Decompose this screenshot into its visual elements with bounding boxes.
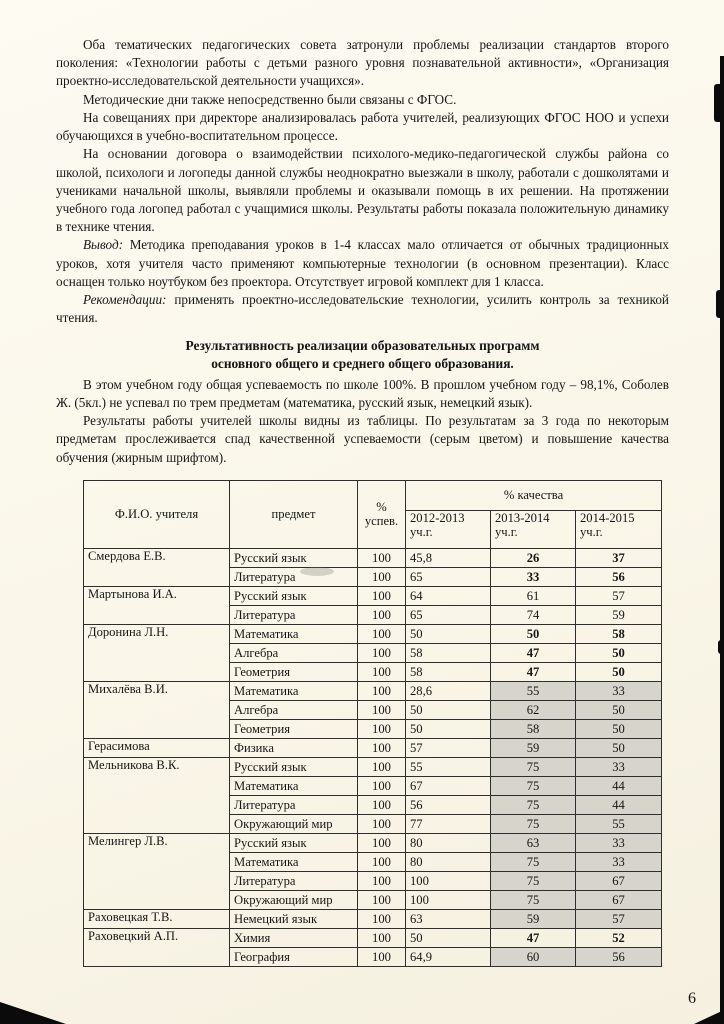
quality-percent-cell: 50 bbox=[406, 700, 491, 719]
paragraph: Оба тематических педагогических совета затронули проблемы реализации стандартов второго поколения: «Технологии работы с детьми разного уровня познавательной активности», «Организация проектно-исследовательской деятельности учащихся». bbox=[56, 37, 669, 89]
pass-percent-cell: 100 bbox=[358, 700, 406, 719]
pass-percent-cell: 100 bbox=[358, 624, 406, 643]
quality-percent-cell: 65 bbox=[406, 605, 491, 624]
table-row bbox=[84, 909, 662, 928]
header-pass: % успев. bbox=[358, 480, 406, 548]
quality-percent-cell: 58 bbox=[491, 719, 576, 738]
subject-cell: Математика bbox=[230, 681, 358, 700]
pass-percent-cell: 100 bbox=[358, 567, 406, 586]
table-row bbox=[84, 833, 662, 852]
document-content bbox=[56, 36, 669, 967]
quality-percent-cell: 75 bbox=[491, 757, 576, 776]
pass-percent-cell: 100 bbox=[358, 586, 406, 605]
scan-artifact-corner-bottom-left bbox=[0, 1002, 66, 1024]
pass-percent-cell: 100 bbox=[358, 947, 406, 966]
paragraph-text: Методика преподавания уроков в 1-4 классах мало отличается от обычных традиционных уроков, хотя учителя часто применяют компьютерные технологии (в основном презентации). Класс оснащен только ноутбуком без проектора. Отсутствует игровой комплект для 1 класса. bbox=[56, 237, 669, 289]
quality-percent-cell: 50 bbox=[406, 624, 491, 643]
quality-percent-cell: 67 bbox=[576, 890, 662, 909]
paragraph-text: применять проектно-исследовательские технологии, усилить контроль за техникой чтения. bbox=[56, 292, 669, 326]
paragraph: На совещаниях при директоре анализировалась работа учителей, реализующих ФГОС НОО и успехи обучающихся в учебно-воспитательном процессе. bbox=[56, 109, 669, 144]
table-row bbox=[84, 548, 662, 567]
header-fio: Ф.И.О. учителя bbox=[84, 480, 230, 548]
subject-cell: Немецкий язык bbox=[230, 909, 358, 928]
pass-percent-cell: 100 bbox=[358, 852, 406, 871]
subject-cell: География bbox=[230, 947, 358, 966]
quality-percent-cell: 74 bbox=[491, 605, 576, 624]
table-row bbox=[84, 928, 662, 947]
quality-percent-cell: 80 bbox=[406, 833, 491, 852]
results-table-body bbox=[84, 548, 662, 966]
quality-percent-cell: 47 bbox=[491, 928, 576, 947]
quality-percent-cell: 67 bbox=[576, 871, 662, 890]
paragraph-lead: Рекомендации: bbox=[83, 292, 167, 308]
quality-percent-cell: 64,9 bbox=[406, 947, 491, 966]
subject-cell: Русский язык bbox=[230, 548, 358, 567]
quality-percent-cell: 80 bbox=[406, 852, 491, 871]
quality-percent-cell: 50 bbox=[406, 719, 491, 738]
quality-percent-cell: 77 bbox=[406, 814, 491, 833]
scan-artifact-right-edge bbox=[720, 56, 724, 1014]
pass-percent-cell: 100 bbox=[358, 738, 406, 757]
paragraph-lead: Вывод: bbox=[83, 237, 124, 253]
quality-percent-cell: 26 bbox=[491, 548, 576, 567]
pass-percent-cell: 100 bbox=[358, 890, 406, 909]
results-table-header bbox=[84, 480, 662, 548]
quality-percent-cell: 63 bbox=[406, 909, 491, 928]
section-heading-line1: Результативность реализации образовательных программ bbox=[185, 337, 540, 353]
scan-artifact-blob bbox=[716, 290, 724, 318]
subject-cell: Геометрия bbox=[230, 662, 358, 681]
quality-percent-cell: 59 bbox=[491, 738, 576, 757]
table-row bbox=[84, 624, 662, 643]
pass-percent-cell: 100 bbox=[358, 928, 406, 947]
table-row bbox=[84, 757, 662, 776]
subject-cell: Русский язык bbox=[230, 586, 358, 605]
teacher-name-cell: Раховецкая Т.В. bbox=[84, 909, 230, 928]
teacher-name-cell: Мартынова И.А. bbox=[84, 586, 230, 624]
teacher-name-cell: Доронина Л.Н. bbox=[84, 624, 230, 681]
quality-percent-cell: 57 bbox=[576, 586, 662, 605]
quality-percent-cell: 56 bbox=[406, 795, 491, 814]
quality-percent-cell: 50 bbox=[406, 928, 491, 947]
quality-percent-cell: 50 bbox=[576, 662, 662, 681]
header-year-2013-2014: 2013-2014 уч.г. bbox=[491, 510, 576, 548]
pass-percent-cell: 100 bbox=[358, 681, 406, 700]
subject-cell: Окружающий мир bbox=[230, 814, 358, 833]
subject-cell: Окружающий мир bbox=[230, 890, 358, 909]
quality-percent-cell: 75 bbox=[491, 890, 576, 909]
paragraph: Методические дни также непосредственно были связаны с ФГОС. bbox=[83, 91, 457, 107]
quality-percent-cell: 58 bbox=[406, 643, 491, 662]
teacher-name-cell: Раховецкий А.П. bbox=[84, 928, 230, 966]
pass-percent-cell: 100 bbox=[358, 757, 406, 776]
table-row bbox=[84, 738, 662, 757]
teacher-name-cell: Мельникова В.К. bbox=[84, 757, 230, 833]
quality-percent-cell: 62 bbox=[491, 700, 576, 719]
quality-percent-cell: 45,8 bbox=[406, 548, 491, 567]
paragraph-recommendations bbox=[56, 291, 669, 327]
pass-percent-cell: 100 bbox=[358, 871, 406, 890]
pass-percent-cell: 100 bbox=[358, 719, 406, 738]
subject-cell: Физика bbox=[230, 738, 358, 757]
section-heading bbox=[56, 337, 669, 373]
quality-percent-cell: 50 bbox=[576, 719, 662, 738]
header-year-2012-2013: 2012-2013 уч.г. bbox=[406, 510, 491, 548]
quality-percent-cell: 47 bbox=[491, 643, 576, 662]
subject-cell: Геометрия bbox=[230, 719, 358, 738]
quality-percent-cell: 44 bbox=[576, 795, 662, 814]
quality-percent-cell: 58 bbox=[406, 662, 491, 681]
scan-artifact-smudge bbox=[300, 567, 334, 576]
subject-cell: Математика bbox=[230, 852, 358, 871]
paragraph-vyvod bbox=[56, 236, 669, 291]
quality-percent-cell: 61 bbox=[491, 586, 576, 605]
quality-percent-cell: 58 bbox=[576, 624, 662, 643]
quality-percent-cell: 56 bbox=[576, 947, 662, 966]
scan-artifact-blob bbox=[714, 84, 724, 122]
subject-cell: Литература bbox=[230, 567, 358, 586]
header-year-2014-2015: 2014-2015 уч.г. bbox=[576, 510, 662, 548]
pass-percent-cell: 100 bbox=[358, 662, 406, 681]
quality-percent-cell: 60 bbox=[491, 947, 576, 966]
quality-percent-cell: 64 bbox=[406, 586, 491, 605]
table-row bbox=[84, 586, 662, 605]
pass-percent-cell: 100 bbox=[358, 776, 406, 795]
subject-cell: Алгебра bbox=[230, 700, 358, 719]
pass-percent-cell: 100 bbox=[358, 548, 406, 567]
subject-cell: Русский язык bbox=[230, 757, 358, 776]
teacher-name-cell: Михалёва В.И. bbox=[84, 681, 230, 738]
quality-percent-cell: 75 bbox=[491, 795, 576, 814]
header-quality: % качества bbox=[406, 480, 662, 510]
quality-percent-cell: 67 bbox=[406, 776, 491, 795]
quality-percent-cell: 50 bbox=[576, 738, 662, 757]
quality-percent-cell: 50 bbox=[491, 624, 576, 643]
section-heading-line2: основного общего и среднего общего образования. bbox=[211, 355, 514, 371]
pass-percent-cell: 100 bbox=[358, 833, 406, 852]
quality-percent-cell: 59 bbox=[491, 909, 576, 928]
quality-percent-cell: 75 bbox=[491, 871, 576, 890]
header-subject: предмет bbox=[230, 480, 358, 548]
quality-percent-cell: 33 bbox=[576, 757, 662, 776]
subject-cell: Русский язык bbox=[230, 833, 358, 852]
quality-percent-cell: 57 bbox=[576, 909, 662, 928]
quality-percent-cell: 55 bbox=[406, 757, 491, 776]
subject-cell: Литература bbox=[230, 871, 358, 890]
quality-percent-cell: 52 bbox=[576, 928, 662, 947]
quality-percent-cell: 75 bbox=[491, 776, 576, 795]
paragraph: На основании договора о взаимодействии психолого-медико-педагогической службы района со школой, психологи и логопеды данной службы неоднократно выезжали в школу, работали с дошколятами и учениками начальной школы, выявляли проблемы и оказывали помощь в их решении. На протяжении учебного года логопед работал с учащимися школы. Результаты работы показала положительную динамику в технике чтения. bbox=[56, 146, 669, 235]
subject-cell: Математика bbox=[230, 624, 358, 643]
teacher-name-cell: Мелингер Л.В. bbox=[84, 833, 230, 909]
quality-percent-cell: 37 bbox=[576, 548, 662, 567]
quality-percent-cell: 50 bbox=[576, 700, 662, 719]
pass-percent-cell: 100 bbox=[358, 605, 406, 624]
quality-percent-cell: 56 bbox=[576, 567, 662, 586]
paragraph: В этом учебном году общая успеваемость по школе 100%. В прошлом учебном году – 98,1%, Соболев Ж. (5кл.) не успевал по трем предметам (математика, русский язык, немецкий язык). bbox=[56, 376, 669, 410]
quality-percent-cell: 28,6 bbox=[406, 681, 491, 700]
quality-percent-cell: 44 bbox=[576, 776, 662, 795]
quality-percent-cell: 47 bbox=[491, 662, 576, 681]
quality-percent-cell: 100 bbox=[406, 890, 491, 909]
quality-percent-cell: 63 bbox=[491, 833, 576, 852]
paragraph: Результаты работы учителей школы видны из таблицы. По результатам за 3 года по некоторым предметам прослеживается спад качественной успеваемости (серым цветом) и повышение качества обучения (жирным шрифтом). bbox=[56, 413, 669, 465]
quality-percent-cell: 59 bbox=[576, 605, 662, 624]
quality-percent-cell: 55 bbox=[576, 814, 662, 833]
quality-percent-cell: 100 bbox=[406, 871, 491, 890]
subject-cell: Химия bbox=[230, 928, 358, 947]
pass-percent-cell: 100 bbox=[358, 909, 406, 928]
scan-artifact-corner-bottom-right bbox=[694, 1010, 724, 1024]
teacher-name-cell: Смердова Е.В. bbox=[84, 548, 230, 586]
quality-percent-cell: 33 bbox=[576, 681, 662, 700]
scan-artifact-blob bbox=[718, 640, 724, 654]
subject-cell: Математика bbox=[230, 776, 358, 795]
pass-percent-cell: 100 bbox=[358, 814, 406, 833]
results-table bbox=[83, 480, 662, 967]
page-number: 6 bbox=[688, 990, 696, 1007]
quality-percent-cell: 65 bbox=[406, 567, 491, 586]
pass-percent-cell: 100 bbox=[358, 643, 406, 662]
quality-percent-cell: 33 bbox=[576, 852, 662, 871]
subject-cell: Литература bbox=[230, 795, 358, 814]
quality-percent-cell: 75 bbox=[491, 814, 576, 833]
quality-percent-cell: 75 bbox=[491, 852, 576, 871]
subject-cell: Литература bbox=[230, 605, 358, 624]
quality-percent-cell: 33 bbox=[491, 567, 576, 586]
quality-percent-cell: 50 bbox=[576, 643, 662, 662]
table-row bbox=[84, 681, 662, 700]
quality-percent-cell: 33 bbox=[576, 833, 662, 852]
quality-percent-cell: 57 bbox=[406, 738, 491, 757]
subject-cell: Алгебра bbox=[230, 643, 358, 662]
teacher-name-cell: Герасимова bbox=[84, 738, 230, 757]
pass-percent-cell: 100 bbox=[358, 795, 406, 814]
quality-percent-cell: 55 bbox=[491, 681, 576, 700]
